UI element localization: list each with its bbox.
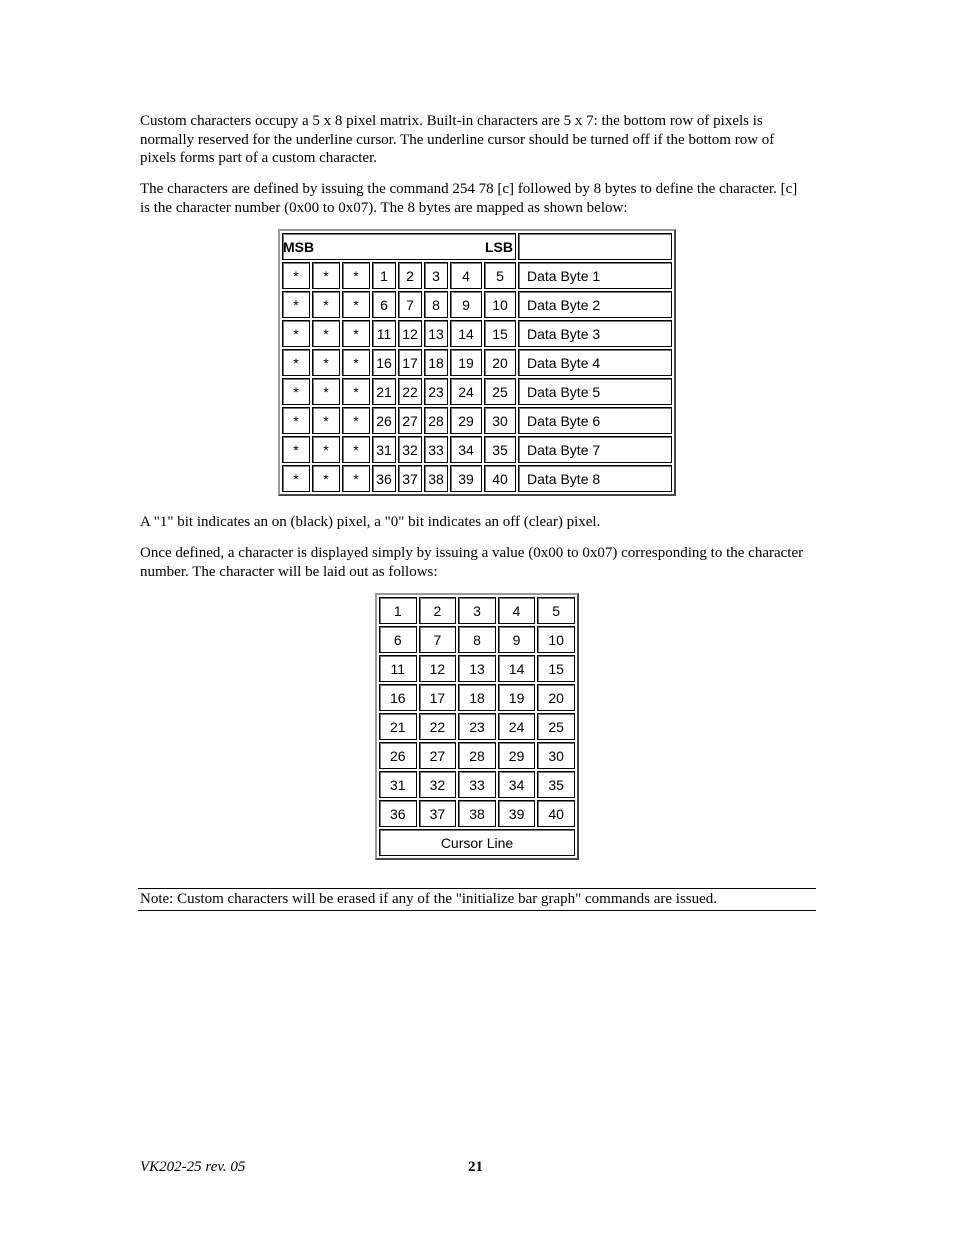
layout-row [379,597,575,624]
pixel-cell: 23 [458,713,496,740]
bit-cell: 36 [372,465,396,492]
data-byte-label: Data Byte 7 [518,436,672,463]
byte-row [282,407,672,434]
layout-row [379,800,575,827]
bit-cell: * [342,378,370,405]
bit-cell: 10 [484,291,516,318]
pixel-cell: 18 [458,684,496,711]
pixel-cell: 10 [537,626,575,653]
intro-paragraph: Custom characters occupy a 5 x 8 pixel matrix. Built-in characters are 5 x 7: the bottom row of pixels is normally reserved for the underline cursor. The underline cursor should be turned off if the bottom row of pixels forms part of a custom character. [140,113,775,166]
bit-cell: 27 [398,407,422,434]
pixel-cell: 28 [458,742,496,769]
byte-header-blank-cell [518,233,672,260]
pixel-cell: 3 [458,597,496,624]
bit-cell: 16 [372,349,396,376]
bit-cell: 24 [450,378,482,405]
bit-cell: 35 [484,436,516,463]
pixel-cell: 40 [537,800,575,827]
bit-cell: * [312,291,340,318]
bit-cell: 34 [450,436,482,463]
bit-cell: 31 [372,436,396,463]
bit-cell: * [312,436,340,463]
pixel-cell: 7 [419,626,457,653]
byte-row [282,349,672,376]
pixel-cell: 11 [379,655,417,682]
pixel-cell: 26 [379,742,417,769]
pixel-cell: 20 [537,684,575,711]
bit-cell: 28 [424,407,448,434]
pixel-cell: 33 [458,771,496,798]
pixel-cell: 31 [379,771,417,798]
bit-cell: 23 [424,378,448,405]
bit-cell: * [282,320,310,347]
bit-cell: 39 [450,465,482,492]
bit-cell: 26 [372,407,396,434]
pixel-cell: 16 [379,684,417,711]
command-paragraph: The characters are defined by issuing the command 254 78 [c] followed by 8 bytes to define the character. [c] is the character number (0x00 to 0x07). The 8 bytes are mapped as shown below: [140,181,798,216]
pixel-cell: 29 [498,742,536,769]
pixel-cell: 27 [419,742,457,769]
msb-label: MSB [283,238,315,255]
cursor-line-cell: Cursor Line [379,829,575,856]
data-byte-label: Data Byte 5 [518,378,672,405]
pixel-cell: 9 [498,626,536,653]
data-byte-label: Data Byte 6 [518,407,672,434]
bit-cell: * [312,407,340,434]
pixel-cell: 12 [419,655,457,682]
bit-cell: * [342,349,370,376]
bit-cell: 6 [372,291,396,318]
data-byte-label: Data Byte 3 [518,320,672,347]
pixel-cell: 36 [379,800,417,827]
byte-row [282,436,672,463]
bit-cell: * [282,291,310,318]
cursor-line-row [379,829,575,856]
pixel-cell: 4 [498,597,536,624]
bit-cell: 14 [450,320,482,347]
pixel-cell: 19 [498,684,536,711]
pixel-cell: 32 [419,771,457,798]
bit-cell: * [312,262,340,289]
layout-row [379,771,575,798]
bit-cell: * [282,407,310,434]
byte-row [282,465,672,492]
byte-row [282,378,672,405]
pixel-cell: 24 [498,713,536,740]
bit-cell: * [342,320,370,347]
pixel-cell: 30 [537,742,575,769]
data-byte-label: Data Byte 4 [518,349,672,376]
bit-cell: 37 [398,465,422,492]
bit-cell: 40 [484,465,516,492]
bit-cell: * [342,465,370,492]
bit-cell: * [282,436,310,463]
pixel-cell: 15 [537,655,575,682]
bit-cell: * [342,407,370,434]
bit-cell: * [342,436,370,463]
pixel-cell: 39 [498,800,536,827]
layout-row [379,713,575,740]
bit-cell: * [282,465,310,492]
bit-cell: * [342,262,370,289]
pixel-cell: 22 [419,713,457,740]
bit-cell: * [312,349,340,376]
bit-cell: 22 [398,378,422,405]
pixel-cell: 21 [379,713,417,740]
byte-row [282,320,672,347]
bit-cell: 32 [398,436,422,463]
layout-row [379,655,575,682]
byte-table-header-row [282,233,672,260]
bit-cell: 7 [398,291,422,318]
bit-cell: 4 [450,262,482,289]
bit-cell: 9 [450,291,482,318]
bit-cell: * [282,262,310,289]
bit-cell: 15 [484,320,516,347]
pixel-cell: 2 [419,597,457,624]
byte-row [282,291,672,318]
pixel-cell: 34 [498,771,536,798]
bit-cell: * [342,291,370,318]
bit-cell: 29 [450,407,482,434]
note-box [138,888,816,911]
layout-row [379,626,575,653]
bit-cell: 38 [424,465,448,492]
bit-cell: 2 [398,262,422,289]
data-byte-label: Data Byte 2 [518,291,672,318]
bit-cell: * [282,349,310,376]
bit-cell: 13 [424,320,448,347]
bit-cell: 19 [450,349,482,376]
pixel-cell: 38 [458,800,496,827]
note-text: Note: Custom characters will be erased if any of the "initialize bar graph" commands are issued. [140,891,718,907]
pixel-cell: 35 [537,771,575,798]
bit-cell: * [312,320,340,347]
msb-lsb-header [282,233,516,260]
pixel-cell: 5 [537,597,575,624]
bit-cell: 1 [372,262,396,289]
bit-cell: 20 [484,349,516,376]
bit-cell: 18 [424,349,448,376]
bit-cell: 8 [424,291,448,318]
bit-cell: 12 [398,320,422,347]
bit-cell: 3 [424,262,448,289]
character-layout-table [375,593,579,860]
lsb-label: LSB [485,238,513,255]
layout-row [379,742,575,769]
pixel-cell: 25 [537,713,575,740]
pixel-cell: 6 [379,626,417,653]
data-byte-label: Data Byte 1 [518,262,672,289]
display-paragraph: Once defined, a character is displayed simply by issuing a value (0x00 to 0x07) corresponding to the character number. The character will be laid out as follows: [140,545,804,580]
pixel-cell: 1 [379,597,417,624]
bit-cell: 11 [372,320,396,347]
pixel-cell: 37 [419,800,457,827]
bit-cell: 30 [484,407,516,434]
byte-mapping-table [278,229,676,496]
pixel-cell: 17 [419,684,457,711]
bit-cell: 21 [372,378,396,405]
footer-doc-id: VK202-25 rev. 05 [140,1159,246,1175]
data-byte-label: Data Byte 8 [518,465,672,492]
bit-cell: 5 [484,262,516,289]
bit-cell: 25 [484,378,516,405]
bit-meaning-paragraph: A "1" bit indicates an on (black) pixel, a "0" bit indicates an off (clear) pixel. [140,514,601,530]
pixel-cell: 14 [498,655,536,682]
layout-row [379,684,575,711]
pixel-cell: 8 [458,626,496,653]
bit-cell: 33 [424,436,448,463]
bit-cell: * [282,378,310,405]
bit-cell: * [312,465,340,492]
footer-page-number: 21 [468,1159,483,1175]
byte-row [282,262,672,289]
bit-cell: 17 [398,349,422,376]
pixel-cell: 13 [458,655,496,682]
bit-cell: * [312,378,340,405]
